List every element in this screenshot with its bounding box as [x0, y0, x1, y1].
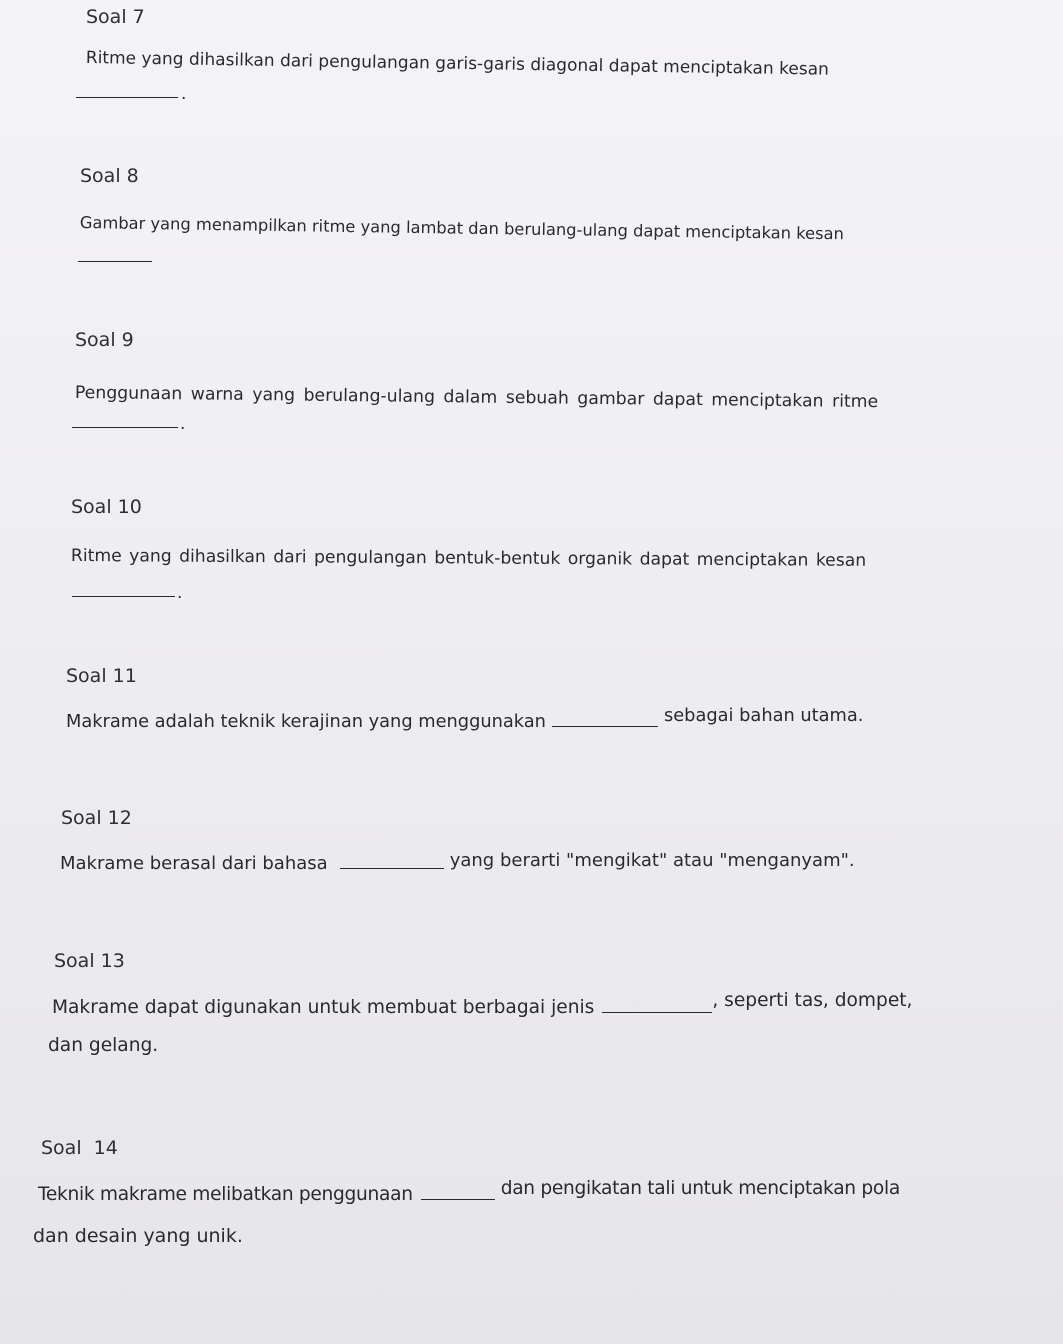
text-before-blank: Teknik makrame melibatkan penggunaan: [38, 1184, 413, 1205]
question-title: Soal 9: [75, 329, 134, 351]
question-text: Gambar yang menampilkan ritme yang lambat dan berulang-ulang dapat menciptakan kesan: [79, 213, 845, 244]
answer-blank[interactable]: [76, 97, 178, 98]
question-text-line-2: dan desain yang unik.: [33, 1225, 243, 1247]
text-before-blank: Makrame berasal dari bahasa: [60, 853, 328, 874]
question-title: Soal 8: [80, 165, 139, 187]
question-text-line-2: dan gelang.: [48, 1035, 159, 1056]
text-after-blank: dan pengikatan tali untuk menciptakan pola: [500, 1178, 900, 1199]
question-title: Soal 12: [61, 807, 132, 829]
text-after-blank: yang berarti "mengikat" atau "menganyam".: [449, 850, 855, 871]
question-title: Soal 10: [71, 496, 142, 518]
question-text: [52, 990, 913, 1019]
period: .: [181, 84, 187, 104]
answer-blank[interactable]: [602, 1012, 712, 1013]
period: .: [180, 414, 186, 434]
question-title: Soal 11: [66, 665, 137, 687]
question-text: [66, 705, 864, 732]
question-text: Penggunaan warna yang berulang-ulang dalam sebuah gambar dapat menciptakan ritme: [74, 383, 879, 413]
question-text: [38, 1178, 900, 1206]
question-title: Soal 7: [86, 6, 145, 28]
question-text-line: Ritme yang dihasilkan dari pengulangan garis-garis diagonal dapat menciptakan kesan: [85, 48, 830, 80]
question-title: Soal 14: [41, 1137, 118, 1159]
text-before-blank: Makrame adalah teknik kerajinan yang menggunakan: [66, 711, 546, 732]
question-text: [86, 48, 904, 81]
question-text: [60, 850, 855, 875]
question-text: Ritme yang dihasilkan dari pengulangan bentuk-bentuk organik dapat menciptakan kesan: [70, 546, 867, 571]
answer-blank[interactable]: [72, 596, 175, 597]
text-before-blank: Makrame dapat digunakan untuk membuat berbagai jenis: [52, 997, 595, 1018]
text-after-blank: , seperti tas, dompet,: [712, 990, 913, 1011]
answer-blank[interactable]: [72, 427, 178, 428]
text-after-blank: sebagai bahan utama.: [663, 705, 864, 726]
question-title: Soal 13: [54, 950, 125, 972]
answer-blank[interactable]: [552, 726, 658, 727]
answer-blank[interactable]: [340, 868, 444, 869]
answer-blank[interactable]: [78, 261, 152, 262]
answer-blank[interactable]: [421, 1199, 495, 1200]
period: .: [177, 583, 183, 603]
